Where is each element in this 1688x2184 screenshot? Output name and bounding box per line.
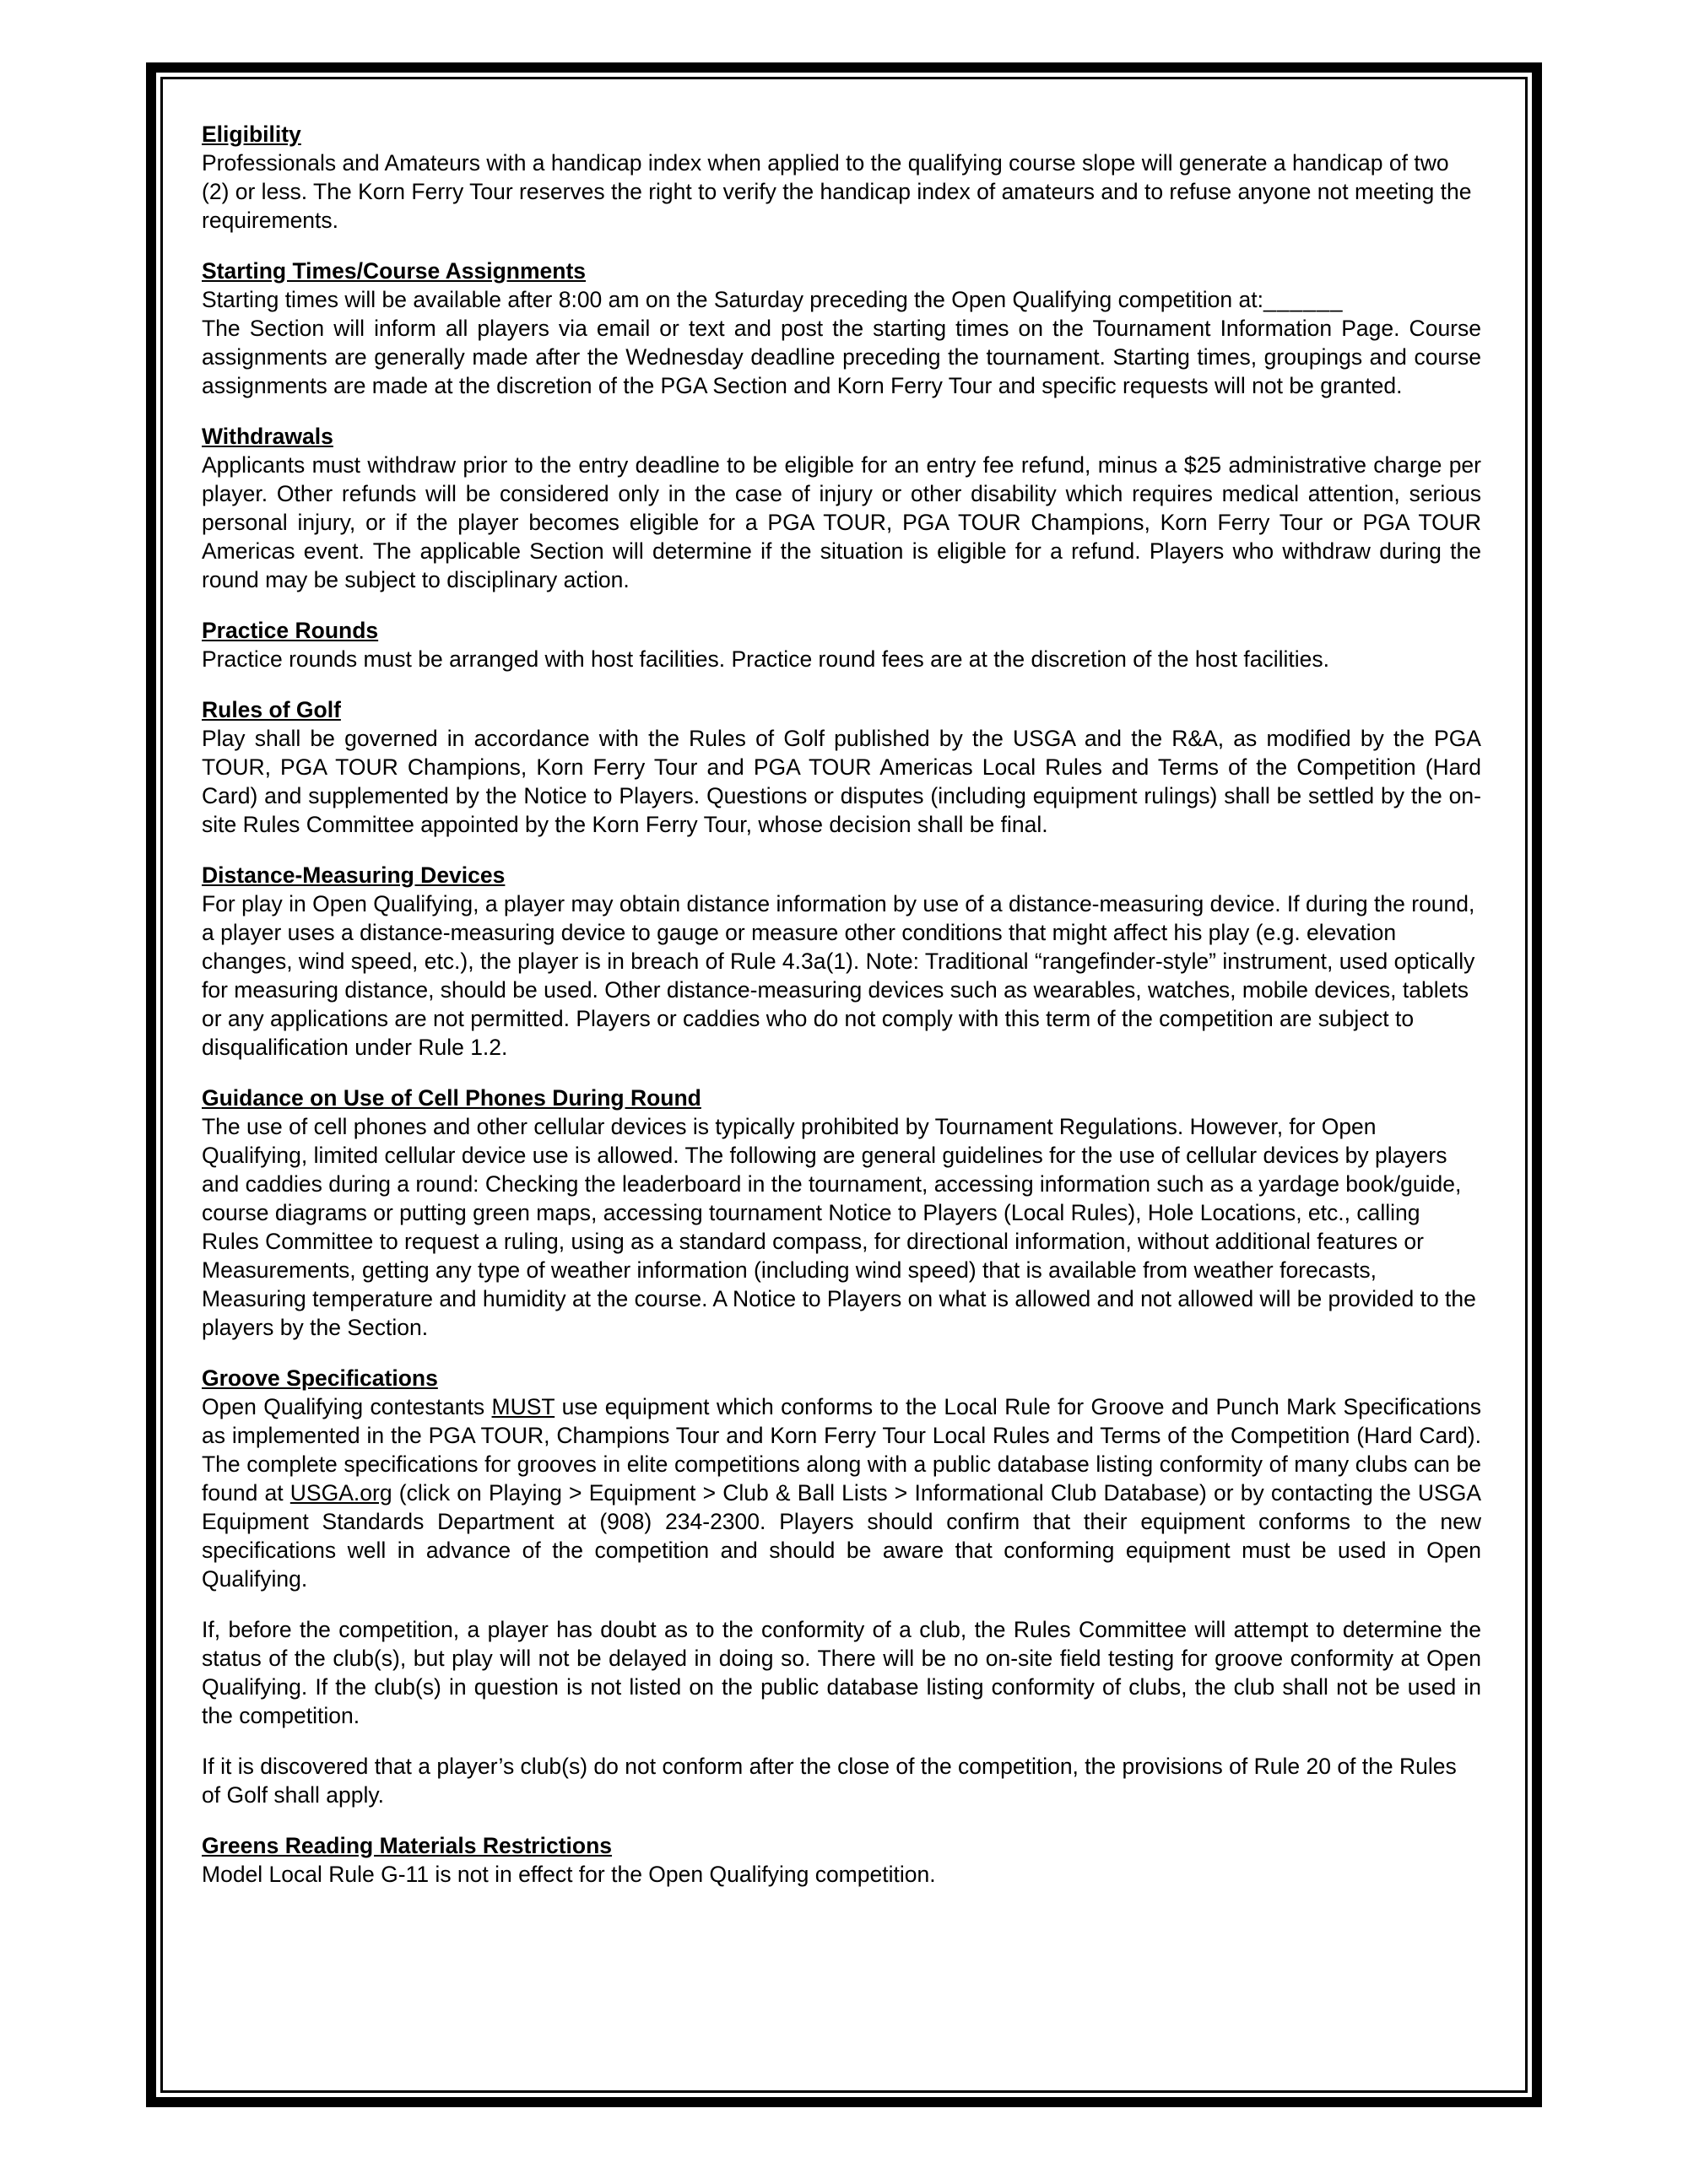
paragraph: [202, 1392, 1481, 1593]
section-heading: Rules of Golf: [202, 697, 341, 722]
paragraph: Model Local Rule G-11 is not in effect for the Open Qualifying competition.: [202, 1862, 936, 1887]
usga-org-link: USGA.org: [289, 1480, 392, 1506]
paragraph: Professionals and Amateurs with a handicap index when applied to the qualifying course slope will generate a handicap of two (2) or less. The Korn Ferry Tour reserves the right to verify the handicap index of amateurs and to refuse anyone not meeting the requirements.: [202, 150, 1472, 233]
section-rules-of-golf: [202, 695, 1481, 839]
paragraph: For play in Open Qualifying, a player may obtain distance information by use of a distance-measuring device. If during the round, a player uses a distance-measuring device to gauge or measure other conditions that might affect his play (e.g. elevation changes, wind speed, etc.), the player is in breach of Rule 4.3a(1). Note: Traditional “rangefinder-style” instrument, used optically for measuring distance, should be used. Other distance-measuring devices such as wearables, watches, mobile devices, tablets or any applications are not permitted. Players or caddies who do not comply with this term of the competition are subject to disqualification under Rule 1.2.: [202, 891, 1475, 1060]
section-starting-times: [202, 257, 1481, 400]
section-groove-specifications-continued: [202, 1615, 1481, 1730]
paragraph: [202, 285, 1481, 400]
paragraph-text: use equipment which conforms to the Local Rule for Groove and Punch Mark Specifications as implemented in the PGA TOUR, Champions Tour and Korn Ferry Tour Local Rules and Terms of the Competition (Hard Card). The complete specifications for grooves in elite competitions along with a public database listing conformity of many clubs can be found at: [202, 1394, 1481, 1506]
section-greens-reading-materials: [202, 1831, 1481, 1889]
paragraph-text: Open Qualifying contestants: [202, 1394, 492, 1419]
page-border-outer: [146, 62, 1542, 2107]
blank-fill-in-line: ______: [1263, 287, 1344, 312]
section-heading: Starting Times/Course Assignments: [202, 258, 587, 284]
section-heading: Withdrawals: [202, 424, 333, 449]
paragraph-text: (click on Playing > Equipment > Club & Ball Lists > Informational Club Database) or by contacting the USGA Equipment Standards Department at (908) 234-2300. Players should confirm that their equipment conforms to the new specifications well in advance of the competition and should be aware that conforming equipment must be used in Open Qualifying.: [202, 1480, 1482, 1592]
emphasized-must-text: MUST: [491, 1394, 555, 1419]
section-cell-phone-guidance: [202, 1084, 1481, 1342]
section-heading: Groove Specifications: [202, 1365, 438, 1391]
section-eligibility: [202, 120, 1481, 235]
section-heading: Distance-Measuring Devices: [202, 862, 506, 888]
section-heading: Practice Rounds: [202, 618, 379, 643]
paragraph: Play shall be governed in accordance with the Rules of Golf published by the USGA and the R&A, as modified by the PGA TOUR, PGA TOUR Champions, Korn Ferry Tour and PGA TOUR Americas Local Rules and Terms of the Competition (Hard Card) and supplemented by the Notice to Players. Questions or disputes (including equipment rulings) shall be settled by the on-site Rules Committee appointed by the Korn Ferry Tour, whose decision shall be final.: [202, 726, 1481, 837]
section-distance-measuring-devices: [202, 861, 1481, 1062]
document-page: [163, 79, 1525, 2090]
section-practice-rounds: [202, 616, 1481, 673]
paragraph: If it is discovered that a player’s club(s) do not conform after the close of the competition, the provisions of Rule 20 of the Rules of Golf shall apply.: [202, 1754, 1457, 1808]
section-withdrawals: [202, 422, 1481, 594]
paragraph: Applicants must withdraw prior to the entry deadline to be eligible for an entry fee refund, minus a $25 administrative charge per player. Other refunds will be considered only in the case of injury or other disability which requires medical attention, serious personal injury, or if the player becomes eligible for a PGA TOUR, PGA TOUR Champions, Korn Ferry Tour or PGA TOUR Americas event. The applicable Section will determine if the situation is eligible for a refund. Players who withdraw during the round may be subject to disciplinary action.: [202, 452, 1481, 592]
section-heading: Eligibility: [202, 122, 301, 147]
paragraph-text: Starting times will be available after 8:00 am on the Saturday preceding the Open Qualifying competition at:: [202, 287, 1263, 312]
page-border-inner: [160, 77, 1528, 2093]
paragraph: Practice rounds must be arranged with host facilities. Practice round fees are at the discretion of the host facilities.: [202, 646, 1329, 672]
paragraph: If, before the competition, a player has doubt as to the conformity of a club, the Rules Committee will attempt to determine the status of the club(s), but play will not be delayed in doing so. There will be no on-site field testing for groove conformity at Open Qualifying. If the club(s) in question is not listed on the public database listing conformity of clubs, the club shall not be used in the competition.: [202, 1617, 1481, 1728]
section-groove-specifications-continued-2: [202, 1752, 1481, 1809]
section-heading: Guidance on Use of Cell Phones During Round: [202, 1085, 701, 1111]
section-groove-specifications: [202, 1364, 1481, 1593]
paragraph: The use of cell phones and other cellular devices is typically prohibited by Tournament Regulations. However, for Open Qualifying, limited cellular device use is allowed. The following are general guidelines for the use of cellular devices by players and caddies during a round: Checking the leaderboard in the tournament, accessing information such as a yardage book/guide, course diagrams or putting green maps, accessing tournament Notice to Players (Local Rules), Hole Locations, etc., calling Rules Committee to request a ruling, using as a standard compass, for directional information, without additional features or Measurements, getting any type of weather information (including wind speed) that is available from weather forecasts, Measuring temperature and humidity at the course. A Notice to Players on what is allowed and not allowed will be provided to the players by the Section.: [202, 1114, 1476, 1340]
section-heading: Greens Reading Materials Restrictions: [202, 1833, 612, 1858]
paragraph-text: The Section will inform all players via email or text and post the starting times on the Tournament Information Page. Course assignments are generally made after the Wednesday deadline preceding the tournament. Starting times, groupings and course assignments are made at the discretion of the PGA Section and Korn Ferry Tour and specific requests will not be granted.: [202, 316, 1481, 398]
